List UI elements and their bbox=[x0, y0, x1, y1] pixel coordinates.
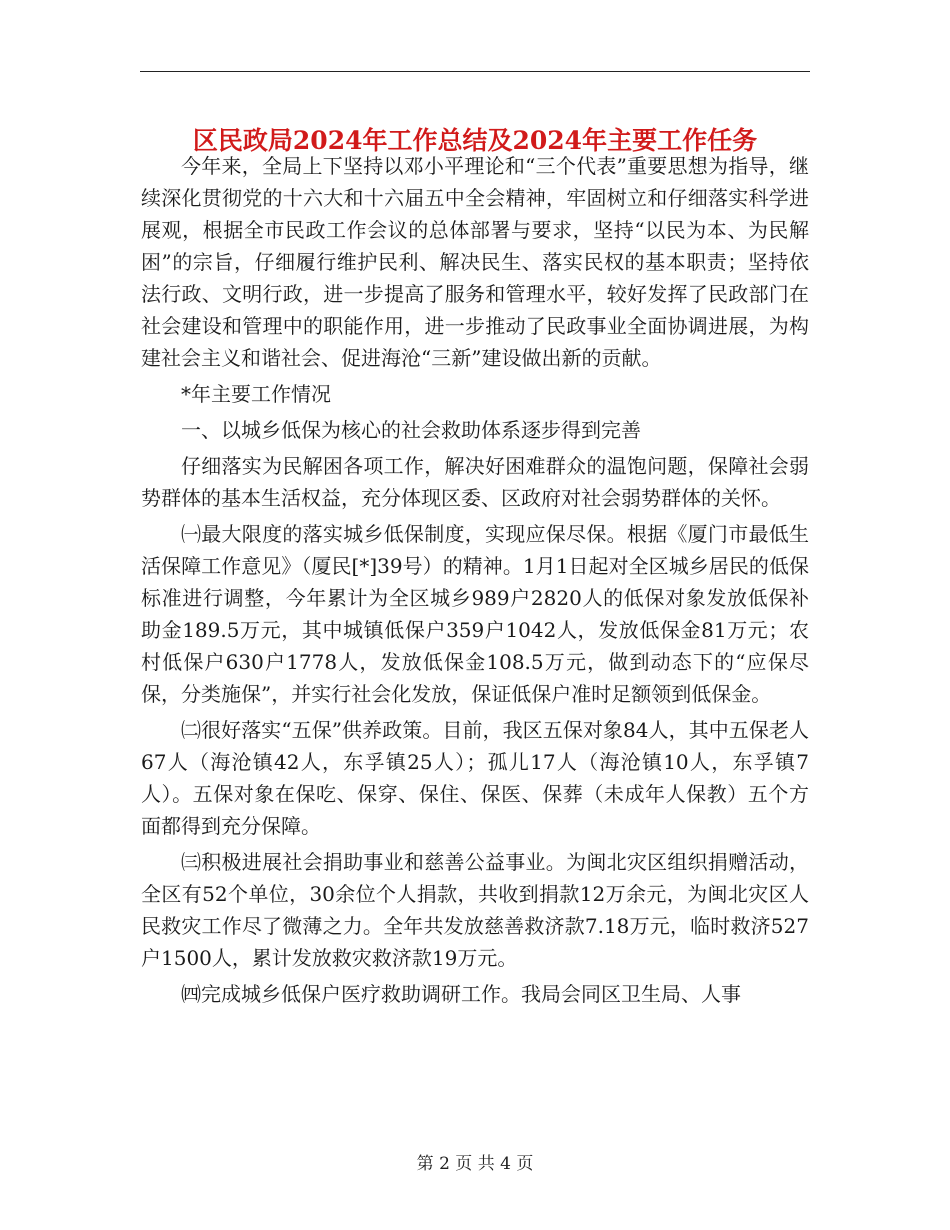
body-paragraph-item-4: ㈣完成城乡低保户医疗救助调研工作。我局会同区卫生局、人事 bbox=[181, 982, 741, 1006]
document-title: 区民政局2024年工作总结及2024年主要工作任务 bbox=[192, 125, 758, 155]
header-rule bbox=[140, 71, 810, 72]
page-number: 第 2 页 共 4 页 bbox=[416, 1154, 534, 1174]
body-paragraph-relief: 仔细落实为民解困各项工作，解决好困难群众的温饱问题，保障社会弱势群体的基本生活权益，充分体现区委、区政府对社会弱势群体的关怀。 bbox=[141, 454, 809, 510]
body-paragraph-item-3: ㈢积极进展社会捐助事业和慈善公益事业。为闽北灾区组织捐赠活动，全区有52个单位，30余位个人捐款，共收到捐款12万余元，为闽北灾区人民救灾工作尽了微薄之力。全年共发放慈善救济款7.18万元，临时救济527户1500人，累计发放救灾救济款19万元。 bbox=[141, 850, 809, 970]
section-heading-main-work: *年主要工作情况 bbox=[181, 382, 331, 406]
body-paragraph-item-2: ㈡很好落实“五保”供养政策。目前，我区五保对象84人，其中五保老人67人（海沧镇42人，东孚镇25人）；孤儿17人（海沧镇10人，东孚镇7人）。五保对象在保吃、保穿、保住、保医、保葬（未成年人保教）五个方面都得到充分保障。 bbox=[141, 718, 809, 838]
section-heading-social-assistance: 一、以城乡低保为核心的社会救助体系逐步得到完善 bbox=[181, 418, 641, 442]
document-body bbox=[141, 150, 809, 1014]
body-paragraph-item-1: ㈠最大限度的落实城乡低保制度，实现应保尽保。根据《厦门市最低生活保障工作意见》（厦民[*]39号）的精神。1月1日起对全区城乡居民的低保标准进行调整，今年累计为全区城乡989户2820人的低保对象发放低保补助金189.5万元，其中城镇低保户359户1042人，发放低保金81万元；农村低保户630户1778人，发放低保金108.5万元，做到动态下的“应保尽保，分类施保”，并实行社会化发放，保证低保户准时足额领到低保金。 bbox=[141, 522, 809, 706]
intro-paragraph: 今年来，全局上下坚持以邓小平理论和“三个代表”重要思想为指导，继续深化贯彻党的十六大和十六届五中全会精神，牢固树立和仔细落实科学进展观，根据全市民政工作会议的总体部署与要求，坚持“以民为本、为民解困”的宗旨，仔细履行维护民利、解决民生、落实民权的基本职责；坚持依法行政、文明行政，进一步提高了服务和管理水平，较好发挥了民政部门在社会建设和管理中的职能作用，进一步推动了民政事业全面协调进展，为构建社会主义和谐社会、促进海沧“三新”建设做出新的贡献。 bbox=[141, 154, 809, 370]
